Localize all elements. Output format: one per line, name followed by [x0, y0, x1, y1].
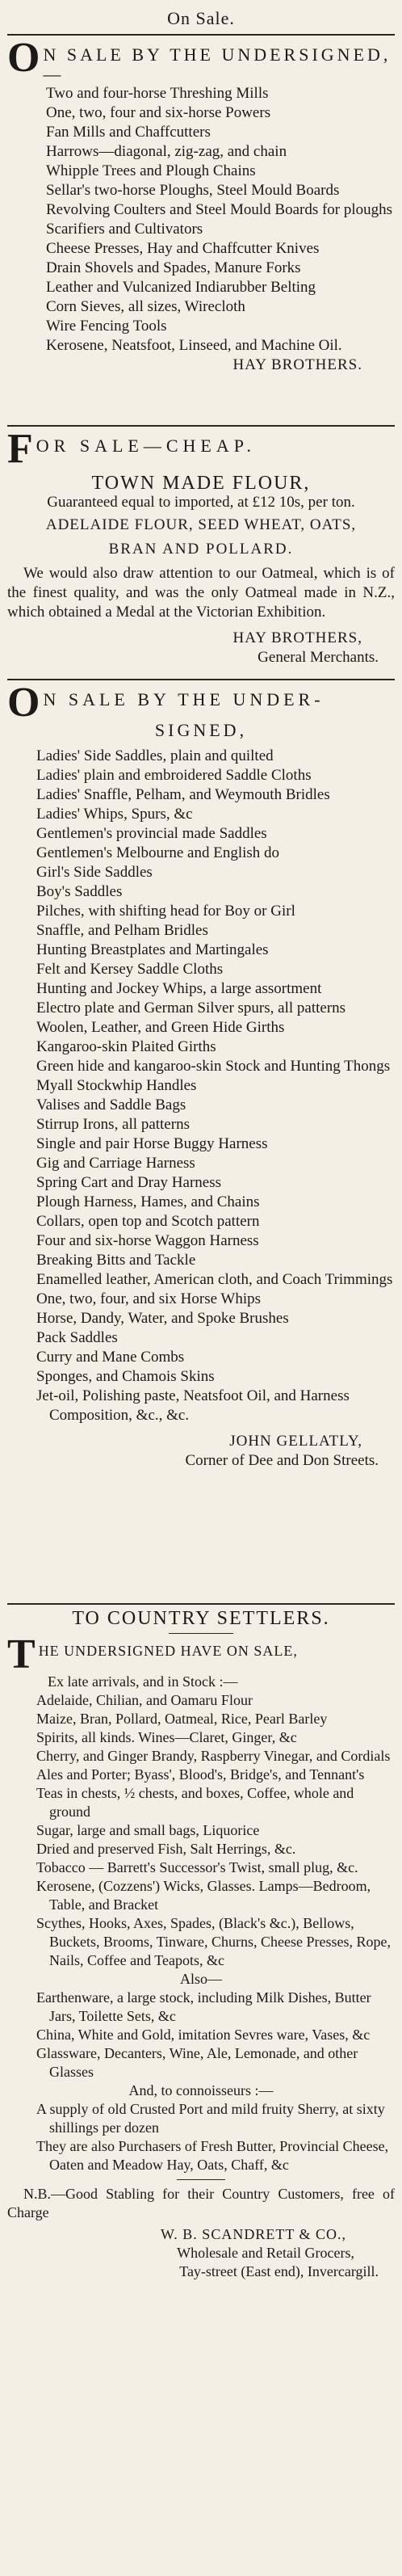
list-item: Two and four-horse Threshing Mills — [46, 85, 269, 102]
list-item: Felt and Kersey Saddle Cloths — [36, 961, 224, 978]
section-label: Also— — [179, 1971, 222, 1987]
list-item: Hunting Breastplates and Martingales — [36, 941, 269, 958]
ad-heading: N SALE BY THE UNDERSIGNED,— — [43, 44, 392, 84]
list-item: Myall Stockwhip Handles — [36, 1077, 197, 1094]
list-item: Kangaroo-skin Plaited Girths — [36, 1038, 216, 1055]
ad-heading: OR SALE—CHEAP. — [36, 436, 257, 456]
list-item: Snaffle, and Pelham Bridles — [36, 922, 208, 939]
list-item: Kerosene, Neatsfoot, Linseed, and Machine Oil. — [46, 337, 342, 354]
list-item: Earthenware, a large stock, including Milk Dishes, Butter Jars, Toilette Sets, &c — [36, 1989, 371, 2024]
list-item: Tobacco — Barrett's Successor's Twist, small plug, &c. — [36, 1859, 358, 1875]
list-item: Whipple Trees and Plough Chains — [46, 162, 256, 179]
list-item: Pack Saddles — [36, 1329, 118, 1346]
ad-heading-continued: SIGNED, — [154, 720, 248, 740]
signature: HAY BROTHERS, — [232, 629, 362, 646]
ad-heading: HE UNDERSIGNED HAVE ON SALE, — [38, 1643, 298, 1659]
masthead: On Sale. — [167, 8, 235, 28]
ad-hay-brothers-flour — [7, 426, 395, 674]
list-item: Ladies' plain and embroidered Saddle Cloths — [36, 767, 312, 784]
list-item: Hunting and Jockey Whips, a large assortment — [36, 980, 322, 997]
ad-body: We would also draw attention to our Oatmeal, which is of the finest quality, and was the only Oatmeal made in N.Z., which obtained a Medal at the Victorian Exhibition. — [7, 565, 395, 621]
list-item: Ladies' Side Saddles, plain and quilted — [36, 747, 274, 764]
list-item: One, two, four, and six Horse Whips — [36, 1290, 262, 1307]
list-item: Ladies' Whips, Spurs, &c — [36, 806, 193, 823]
list-item: Sponges, and Chamois Skins — [36, 1368, 215, 1385]
item-list — [7, 84, 395, 356]
divider — [7, 679, 395, 680]
list-item: Collars, open top and Scotch pattern — [36, 1213, 260, 1230]
list-item: Sellar's two-horse Ploughs, Steel Mould Boards — [46, 182, 340, 199]
list-item: Revolving Coulters and Steel Mould Boards for ploughs — [46, 201, 393, 218]
list-item: Stirrup Irons, all patterns — [36, 1116, 190, 1133]
list-item: Maize, Bran, Pollard, Oatmeal, Rice, Pearl Barley — [36, 1711, 328, 1727]
list-item: Girl's Side Saddles — [36, 864, 153, 881]
signature: JOHN GELLATLY, — [229, 1433, 362, 1450]
dropcap: O — [7, 680, 40, 726]
list-item: Plough Harness, Hames, and Chains — [36, 1193, 260, 1210]
list-item: Four and six-horse Waggon Harness — [36, 1232, 259, 1249]
list-item: Electro plate and German Silver spurs, all patterns — [36, 1000, 346, 1017]
product-line: ADELAIDE FLOUR, SEED WHEAT, OATS, — [45, 516, 357, 533]
list-item: Kerosene, (Cozzens') Wicks, Glasses. Lamps—Bedroom, Table, and Bracket — [36, 1878, 371, 1913]
newspaper-column — [7, 0, 395, 2281]
ad-john-gellatly-saddlery — [7, 680, 395, 1598]
list-item: Sugar, large and small bags, Liquorice — [36, 1822, 260, 1838]
dropcap: O — [7, 35, 40, 81]
list-item: Breaking Bitts and Tackle — [36, 1252, 196, 1269]
item-list — [7, 1989, 395, 2081]
nb-note: N.B.—Good Stabling for their Country Customers, free of Charge — [7, 2186, 395, 2220]
divider — [7, 34, 395, 36]
section-label: And, to connoisseurs :— — [128, 2082, 274, 2098]
list-item: Gentlemen's provincial made Saddles — [36, 825, 267, 842]
list-item: They are also Purchasers of Fresh Butter, Provincial Cheese, Oaten and Meadow Hay, Oats, Chaff, &c — [36, 2138, 389, 2173]
list-item: Harrows—diagonal, zig-zag, and chain — [46, 143, 287, 160]
list-item: Glassware, Decanters, Wine, Ale, Lemonade, and other Glasses — [36, 2045, 358, 2080]
list-item: Spirits, all kinds. Wines—Claret, Ginger, &c — [36, 1729, 297, 1745]
ad-scandrett-grocers — [7, 1610, 395, 2281]
ad-title: TO COUNTRY SETTLERS. — [72, 1608, 330, 1629]
list-item: Leather and Vulcanized Indiarubber Belting — [46, 279, 316, 296]
list-item: Horse, Dandy, Water, and Spoke Brushes — [36, 1310, 289, 1327]
list-item: Ales and Porter; Byass', Blood's, Bridge's, and Tennant's — [36, 1766, 365, 1783]
list-item: Drain Shovels and Spades, Manure Forks — [46, 259, 301, 276]
ad-title: TOWN MADE FLOUR, — [91, 473, 311, 494]
list-item: Scythes, Hooks, Axes, Spades, (Black's &c.), Bellows, Buckets, Brooms, Tinware, Churns, Cheese Presses, Rope, Nails, Coffee and Teapots, &c — [36, 1915, 391, 1968]
list-item: Corn Sieves, all sizes, Wirecloth — [46, 298, 245, 315]
list-item: Single and pair Horse Buggy Harness — [36, 1135, 268, 1152]
signature-subtitle: Wholesale and Retail Grocers, — [177, 2245, 354, 2261]
signature: HAY BROTHERS. — [232, 356, 362, 373]
list-item: A supply of old Crusted Port and mild fruity Sherry, at sixty shillings per dozen — [36, 2101, 385, 2136]
divider — [7, 1603, 395, 1605]
dropcap: F — [7, 426, 33, 472]
item-list — [7, 2100, 395, 2174]
list-item: Gig and Carriage Harness — [36, 1155, 195, 1172]
divider — [7, 425, 395, 427]
list-item: Gentlemen's Melbourne and English do — [36, 844, 280, 861]
list-item: Jet-oil, Polishing paste, Neatsfoot Oil, and Harness Composition, &c., &c. — [36, 1387, 350, 1424]
ad-heading: N SALE BY THE UNDER- — [43, 689, 325, 709]
list-item: Curry and Mane Combs — [36, 1349, 185, 1366]
divider — [177, 2179, 225, 2180]
list-item: China, White and Gold, imitation Sevres ware, Vases, &c — [36, 2027, 371, 2043]
item-list — [7, 747, 395, 1425]
list-item: Pilches, with shifting head for Boy or Girl — [36, 903, 295, 920]
signature: W. B. SCANDRETT & CO., — [160, 2226, 346, 2242]
list-item: Green hide and kangaroo-skin Stock and Hunting Thongs — [36, 1058, 391, 1075]
list-item: Adelaide, Chilian, and Oamaru Flour — [36, 1692, 253, 1708]
ad-heading-continued: Ex late arrivals, and in Stock :— — [48, 1673, 238, 1690]
product-line: BRAN AND POLLARD. — [108, 541, 294, 558]
list-item: Ladies' Snaffle, Pelham, and Weymouth Bridles — [36, 786, 330, 803]
signature-subtitle: Corner of Dee and Don Streets. — [185, 1452, 379, 1469]
list-item: Spring Cart and Dray Harness — [36, 1174, 222, 1191]
divider — [169, 1633, 233, 1634]
list-item: Woolen, Leather, and Green Hide Girths — [36, 1019, 285, 1036]
guarantee: Guaranteed equal to imported, at £12 10s, per ton. — [47, 494, 355, 511]
list-item: Fan Mills and Chaffcutters — [46, 124, 211, 141]
list-item: Enamelled leather, American cloth, and Coach Trimmings — [36, 1271, 393, 1288]
list-item: Wire Fencing Tools — [46, 318, 167, 335]
list-item: One, two, four and six-horse Powers — [46, 104, 271, 121]
list-item: Boy's Saddles — [36, 883, 123, 900]
list-item: Cherry, and Ginger Brandy, Raspberry Vinegar, and Cordials — [36, 1748, 391, 1764]
dropcap: T — [7, 1631, 36, 1677]
list-item: Dried and preserved Fish, Salt Herrings, &c. — [36, 1841, 296, 1857]
list-item: Teas in chests, ½ chests, and boxes, Coffee, whole and ground — [36, 1785, 354, 1820]
signature-subtitle: General Merchants. — [258, 649, 379, 666]
signature-address: Tay-street (East end), Invercargill. — [179, 2263, 379, 2279]
list-item: Valises and Saddle Bags — [36, 1096, 186, 1113]
item-list — [7, 1691, 395, 1970]
list-item: Scarifiers and Cultivators — [46, 221, 203, 238]
ad-hay-brothers-machinery — [7, 35, 395, 420]
list-item: Cheese Presses, Hay and Chaffcutter Knives — [46, 240, 320, 257]
